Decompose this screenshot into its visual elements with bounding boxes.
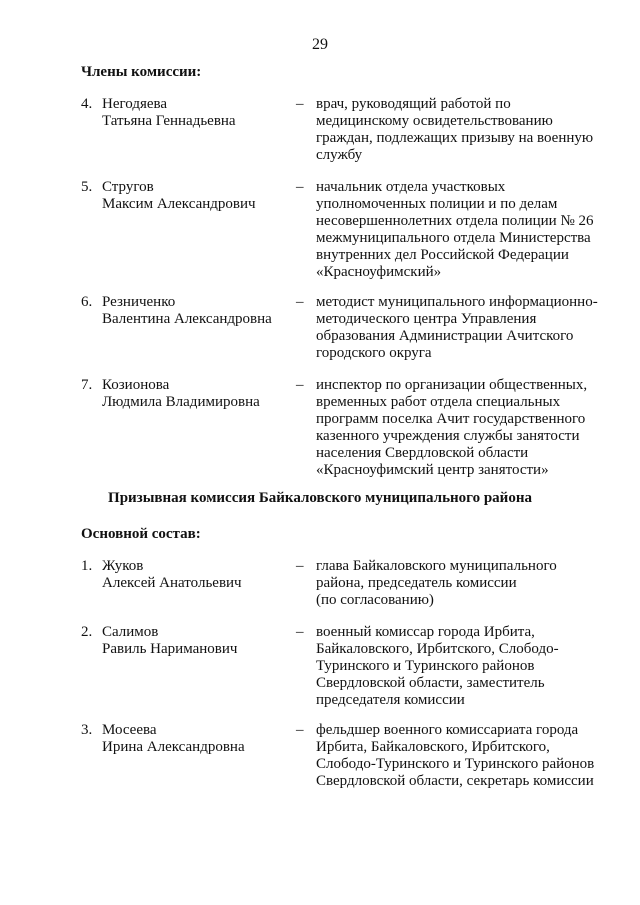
item-number: 4. bbox=[81, 96, 93, 112]
description-line: фельдшер военного комиссариата города bbox=[316, 722, 579, 738]
person-name bbox=[102, 558, 287, 592]
item-number: 6. bbox=[81, 294, 93, 310]
dash: – bbox=[296, 179, 304, 195]
description-line: начальник отдела участковых bbox=[316, 179, 506, 195]
person-name bbox=[102, 294, 287, 328]
description-line: Свердловской области, заместитель bbox=[316, 675, 545, 691]
description-line: методист муниципального информационно- bbox=[316, 294, 598, 310]
description-line: казенного учреждения службы занятости bbox=[316, 428, 580, 444]
description-line: службу bbox=[316, 147, 363, 163]
surname: Салимов bbox=[102, 624, 159, 640]
item-number: 2. bbox=[81, 624, 93, 640]
description-line: Свердловской области, секретарь комиссии bbox=[316, 773, 594, 789]
description-line: Ирбита, Байкаловского, Ирбитского, bbox=[316, 739, 550, 755]
description-line: населения Свердловской области bbox=[316, 445, 529, 461]
description-line: граждан, подлежащих призыву на военную bbox=[316, 130, 594, 146]
description-line: временных работ отдела специальных bbox=[316, 394, 561, 410]
person-name bbox=[102, 624, 287, 658]
dash: – bbox=[296, 558, 304, 574]
item-number: 7. bbox=[81, 377, 93, 393]
surname: Негодяева bbox=[102, 96, 168, 112]
given-name: Максим Александрович bbox=[102, 196, 256, 212]
description-line: межмуниципального отдела Министерства bbox=[316, 230, 591, 246]
item-number: 3. bbox=[81, 722, 93, 738]
dash: – bbox=[296, 96, 304, 112]
position-description bbox=[316, 377, 616, 479]
description-line: «Красноуфимский центр занятости» bbox=[316, 462, 549, 478]
person-name bbox=[102, 96, 287, 130]
surname: Мосеева bbox=[102, 722, 157, 738]
person-name bbox=[102, 722, 287, 756]
description-line: Байкаловского, Ирбитского, Слободо- bbox=[316, 641, 559, 657]
position-description bbox=[316, 294, 616, 362]
description-line: врач, руководящий работой по bbox=[316, 96, 511, 112]
dash: – bbox=[296, 624, 304, 640]
given-name: Ирина Александровна bbox=[102, 739, 245, 755]
members-heading: Члены комиссии: bbox=[81, 64, 202, 80]
surname: Жуков bbox=[102, 558, 144, 574]
given-name: Людмила Владимировна bbox=[102, 394, 260, 410]
surname: Козионова bbox=[102, 377, 170, 393]
position-description bbox=[316, 179, 616, 281]
description-line: Туринского и Туринского районов bbox=[316, 658, 535, 674]
position-description bbox=[316, 624, 616, 709]
description-line: программ поселка Ачит государственного bbox=[316, 411, 586, 427]
item-number: 5. bbox=[81, 179, 93, 195]
item-number: 1. bbox=[81, 558, 93, 574]
surname: Стругов bbox=[102, 179, 154, 195]
given-name: Равиль Нариманович bbox=[102, 641, 238, 657]
position-description bbox=[316, 96, 616, 164]
description-line: медицинскому освидетельствованию bbox=[316, 113, 553, 129]
main-composition-heading: Основной состав: bbox=[81, 526, 201, 542]
description-line: внутренних дел Российской Федерации bbox=[316, 247, 569, 263]
description-line: инспектор по организации общественных, bbox=[316, 377, 588, 393]
dash: – bbox=[296, 722, 304, 738]
dash: – bbox=[296, 377, 304, 393]
description-line: «Красноуфимский» bbox=[316, 264, 442, 280]
description-line: военный комиссар города Ирбита, bbox=[316, 624, 535, 640]
description-line: (по согласованию) bbox=[316, 592, 434, 608]
description-line: несовершеннолетних отдела полиции № 26 bbox=[316, 213, 594, 229]
description-line: уполномоченных полиции и по делам bbox=[316, 196, 558, 212]
dash: – bbox=[296, 294, 304, 310]
commission-title: Призывная комиссия Байкаловского муниципального района bbox=[108, 490, 532, 506]
description-line: методического центра Управления bbox=[316, 311, 537, 327]
description-line: образования Администрации Ачитского bbox=[316, 328, 574, 344]
description-line: Слободо-Туринского и Туринского районов bbox=[316, 756, 595, 772]
position-description bbox=[316, 722, 616, 790]
person-name bbox=[102, 179, 287, 213]
given-name: Алексей Анатольевич bbox=[102, 575, 242, 591]
description-line: председателя комиссии bbox=[316, 692, 465, 708]
description-line: городского округа bbox=[316, 345, 432, 361]
description-line: района, председатель комиссии bbox=[316, 575, 517, 591]
person-name bbox=[102, 377, 287, 411]
description-line: глава Байкаловского муниципального bbox=[316, 558, 557, 574]
given-name: Татьяна Геннадьевна bbox=[102, 113, 236, 129]
page-number: 29 bbox=[312, 36, 328, 53]
position-description bbox=[316, 558, 616, 609]
given-name: Валентина Александровна bbox=[102, 311, 272, 327]
surname: Резниченко bbox=[102, 294, 176, 310]
